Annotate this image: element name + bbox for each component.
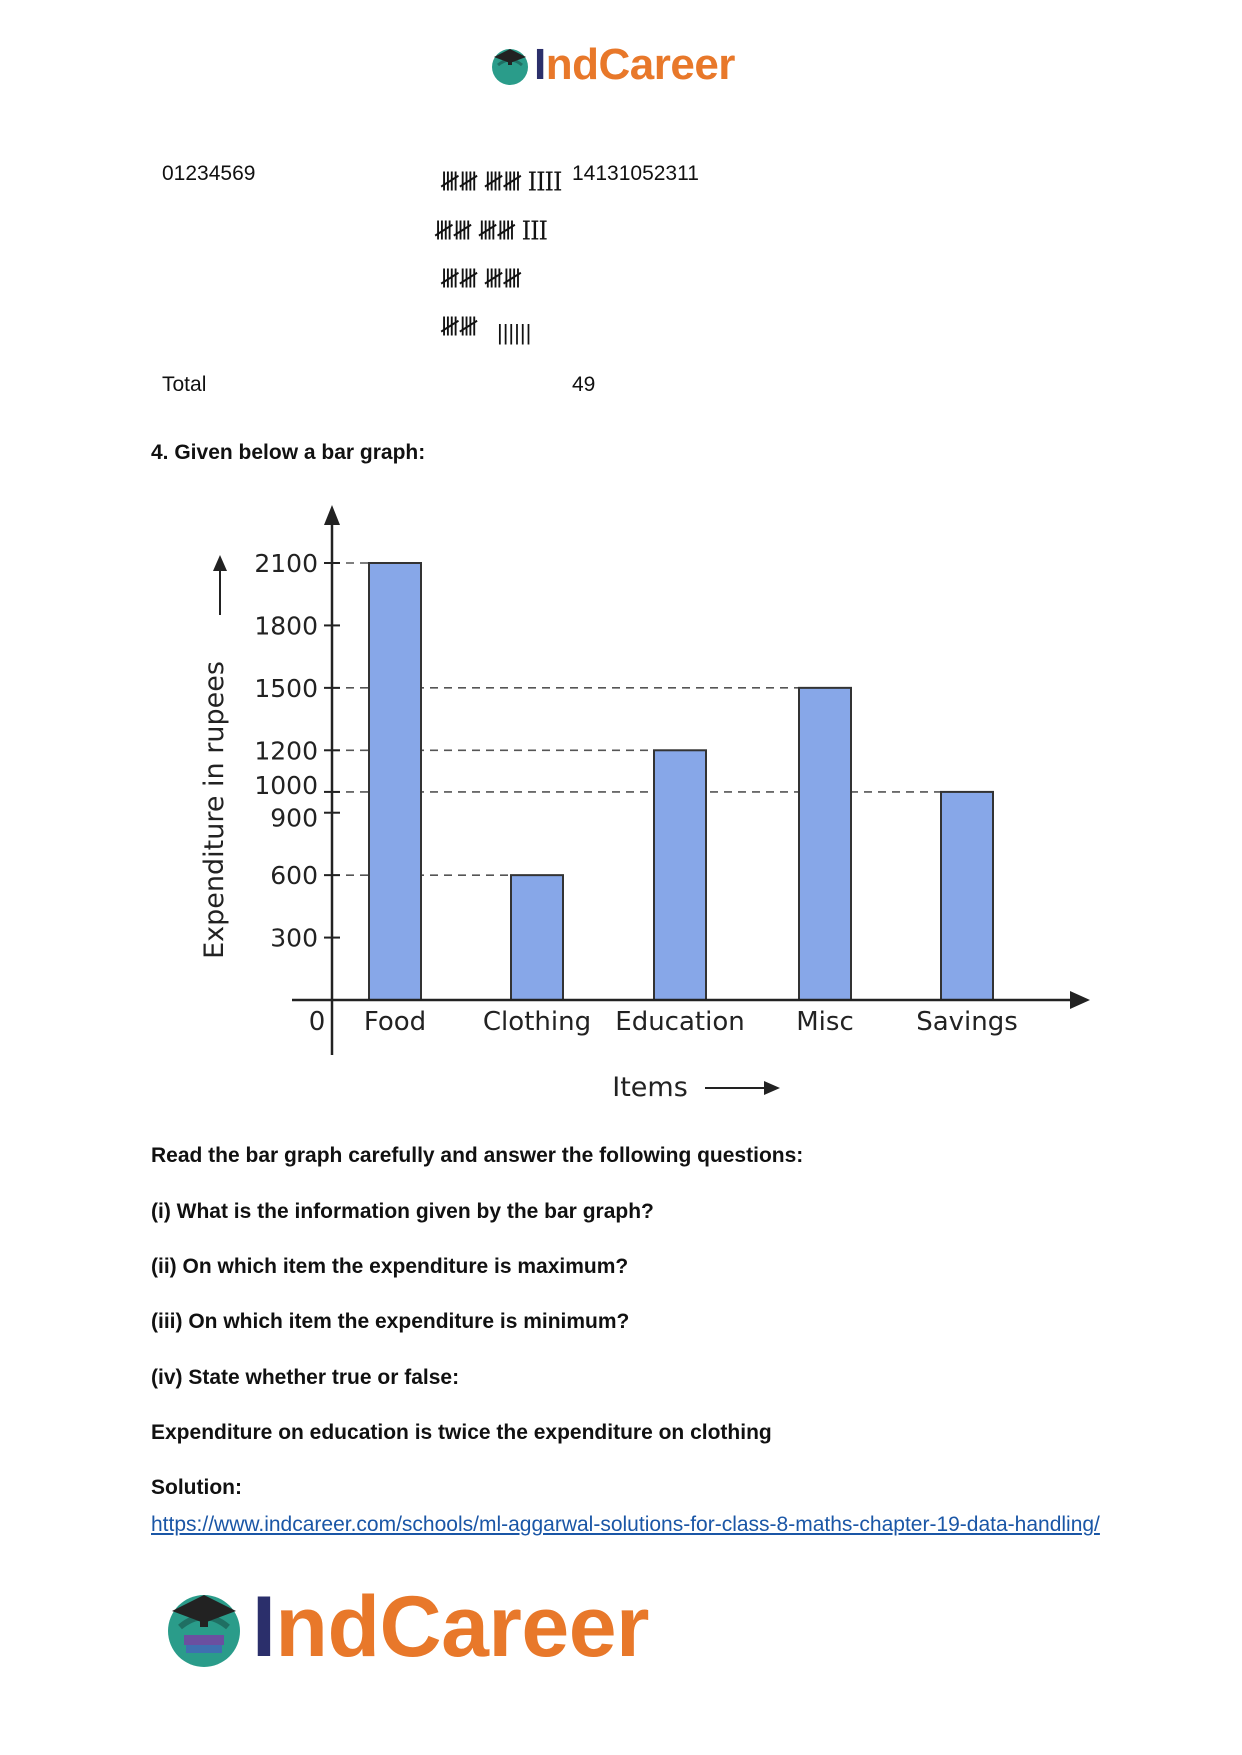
y-axis-arrow bbox=[324, 505, 340, 525]
table-col3: 14131052311 bbox=[572, 162, 699, 185]
graduation-globe-icon bbox=[160, 1583, 248, 1671]
table-col1: 01234569 bbox=[162, 162, 256, 185]
y-tick-label-1200: 1200 bbox=[254, 736, 318, 766]
tally-row-3: 𝍸𝍸 𝍸𝍸 bbox=[440, 263, 521, 295]
category-label-misc: Misc bbox=[796, 1007, 854, 1037]
logo-text-rest: ndCareer bbox=[275, 1579, 649, 1675]
statement-text: Expenditure on education is twice the expenditure on clothing bbox=[151, 1421, 772, 1444]
question-ii: (ii) On which item the expenditure is maximum? bbox=[151, 1255, 629, 1278]
footer-logo bbox=[160, 1579, 649, 1675]
x-axis-title: Items bbox=[612, 1072, 688, 1103]
solution-label: Solution: bbox=[151, 1476, 242, 1499]
bar-clothing bbox=[511, 875, 563, 1000]
tally-row-1: 𝍸𝍸 𝍸𝍸 IIII bbox=[440, 166, 562, 198]
logo-letter-i: I bbox=[534, 40, 546, 89]
xlabel-arrow-head bbox=[764, 1081, 780, 1095]
y-tick-label-300: 300 bbox=[270, 923, 318, 953]
y-tick-label-600: 600 bbox=[270, 861, 318, 891]
y-tick-label-2100: 2100 bbox=[254, 549, 318, 578]
tally-row-4: 𝍸𝍸 bbox=[440, 311, 478, 343]
y-tick-label-900: 900 bbox=[270, 803, 318, 833]
y-tick-label-1800: 1800 bbox=[254, 611, 318, 641]
question-iv: (iv) State whether true or false: bbox=[151, 1366, 460, 1389]
question-iii: (iii) On which item the expenditure is minimum? bbox=[151, 1310, 630, 1333]
bar-savings bbox=[941, 792, 993, 1000]
bar-chart bbox=[180, 495, 1100, 1115]
bar-food bbox=[369, 563, 421, 1000]
origin-label: 0 bbox=[308, 1007, 326, 1037]
solution-link[interactable]: https://www.indcareer.com/schools/ml-aggarwal-solutions-for-class-8-maths-chapter-19-data-handling/ bbox=[151, 1513, 1100, 1536]
x-axis-arrow bbox=[1070, 991, 1090, 1009]
bar-misc bbox=[799, 688, 851, 1000]
logo-text-rest: ndCareer bbox=[545, 40, 735, 89]
category-label-clothing: Clothing bbox=[482, 1007, 592, 1037]
total-label: Total bbox=[162, 373, 207, 396]
y-tick-label-1000: 1000 bbox=[254, 770, 318, 800]
tally-row-2: 𝍸𝍸 𝍸𝍸 III bbox=[434, 215, 548, 247]
category-label-education: Education bbox=[615, 1007, 745, 1037]
tally-row-4-extra: |||||| bbox=[497, 320, 532, 345]
total-value: 49 bbox=[572, 373, 596, 396]
header-logo bbox=[488, 40, 735, 90]
question-i: (i) What is the information given by the bar graph? bbox=[151, 1200, 654, 1223]
category-label-food: Food bbox=[363, 1007, 427, 1037]
category-label-savings: Savings bbox=[916, 1007, 1018, 1037]
logo-letter-i: I bbox=[252, 1579, 276, 1675]
instruction-text: Read the bar graph carefully and answer the following questions: bbox=[151, 1144, 804, 1167]
y-tick-label-1500: 1500 bbox=[254, 673, 318, 703]
chart-bars bbox=[369, 563, 993, 1000]
graduation-globe-icon bbox=[488, 43, 532, 87]
question-heading: 4. Given below a bar graph: bbox=[151, 441, 426, 464]
ylabel-arrow-head bbox=[213, 555, 227, 571]
bar-education bbox=[654, 750, 706, 1000]
y-axis-title: Expenditure in rupees bbox=[199, 661, 230, 959]
